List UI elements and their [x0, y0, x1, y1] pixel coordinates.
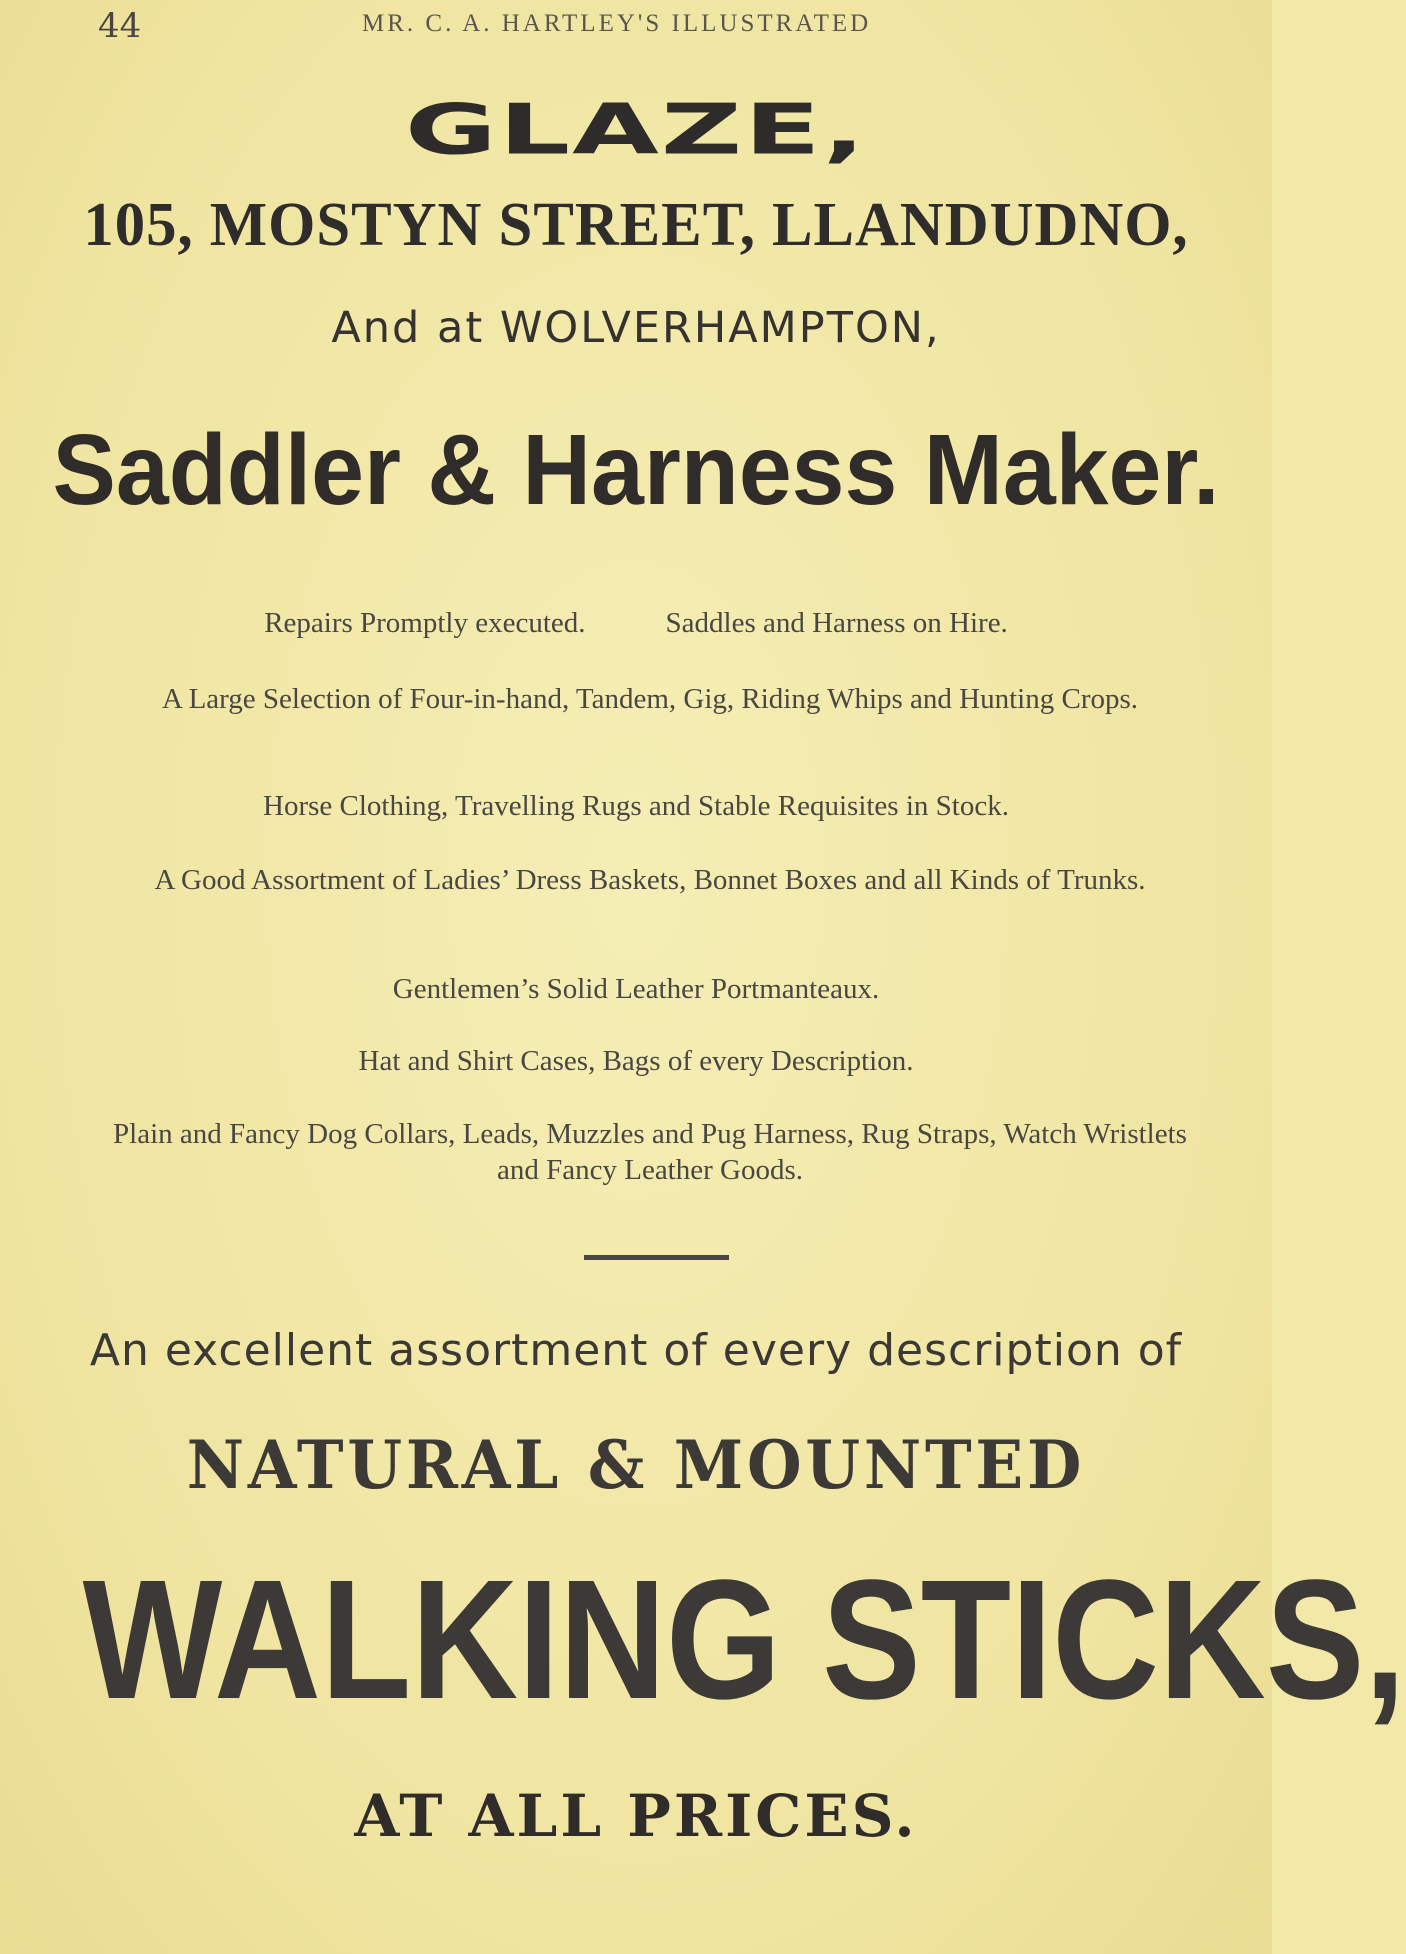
natural-mounted-heading: NATURAL & MOUNTED [186, 1426, 1086, 1504]
walking-sticks-heading: WALKING STICKS, [82, 1545, 1406, 1735]
address-line: 105, MOSTYN STREET, LLANDUDNO, [83, 191, 1189, 259]
trade-heading: Saddler & Harness Maker. [52, 414, 1220, 526]
service-portmanteaux: Gentlemen’s Solid Leather Portmanteaux. [392, 973, 880, 1005]
service-baskets: A Good Assortment of Ladies’ Dress Baskets, Bonnet Boxes and all Kinds of Trunks. [154, 864, 1146, 896]
branch-line: And at WOLVERHAMPTON, [331, 303, 941, 353]
service-cases: Hat and Shirt Cases, Bags of every Description. [358, 1045, 914, 1077]
service-repairs: Repairs Promptly executed. [264, 607, 586, 639]
assortment-line: An excellent assortment of every description of [89, 1325, 1183, 1376]
service-hire: Saddles and Harness on Hire. [665, 607, 1008, 639]
business-name: GLAZE, [404, 89, 868, 171]
page-number: 44 [98, 6, 142, 46]
all-prices-line: AT ALL PRICES. [354, 1782, 918, 1850]
page-header [0, 6, 1272, 46]
divider-rule [584, 1255, 729, 1260]
service-dogs: Plain and Fancy Dog Collars, Leads, Muzzles and Pug Harness, Rug Straps, Watch Wristlets and Fancy Leather Goods. [113, 1118, 1187, 1186]
service-clothing: Horse Clothing, Travelling Rugs and Stable Requisites in Stock. [263, 790, 1009, 822]
service-line-repairs-hire [0, 605, 1272, 641]
service-whips: A Large Selection of Four-in-hand, Tandem, Gig, Riding Whips and Hunting Crops. [161, 683, 1139, 715]
running-head: MR. C. A. HARTLEY'S ILLUSTRATED [362, 10, 872, 37]
